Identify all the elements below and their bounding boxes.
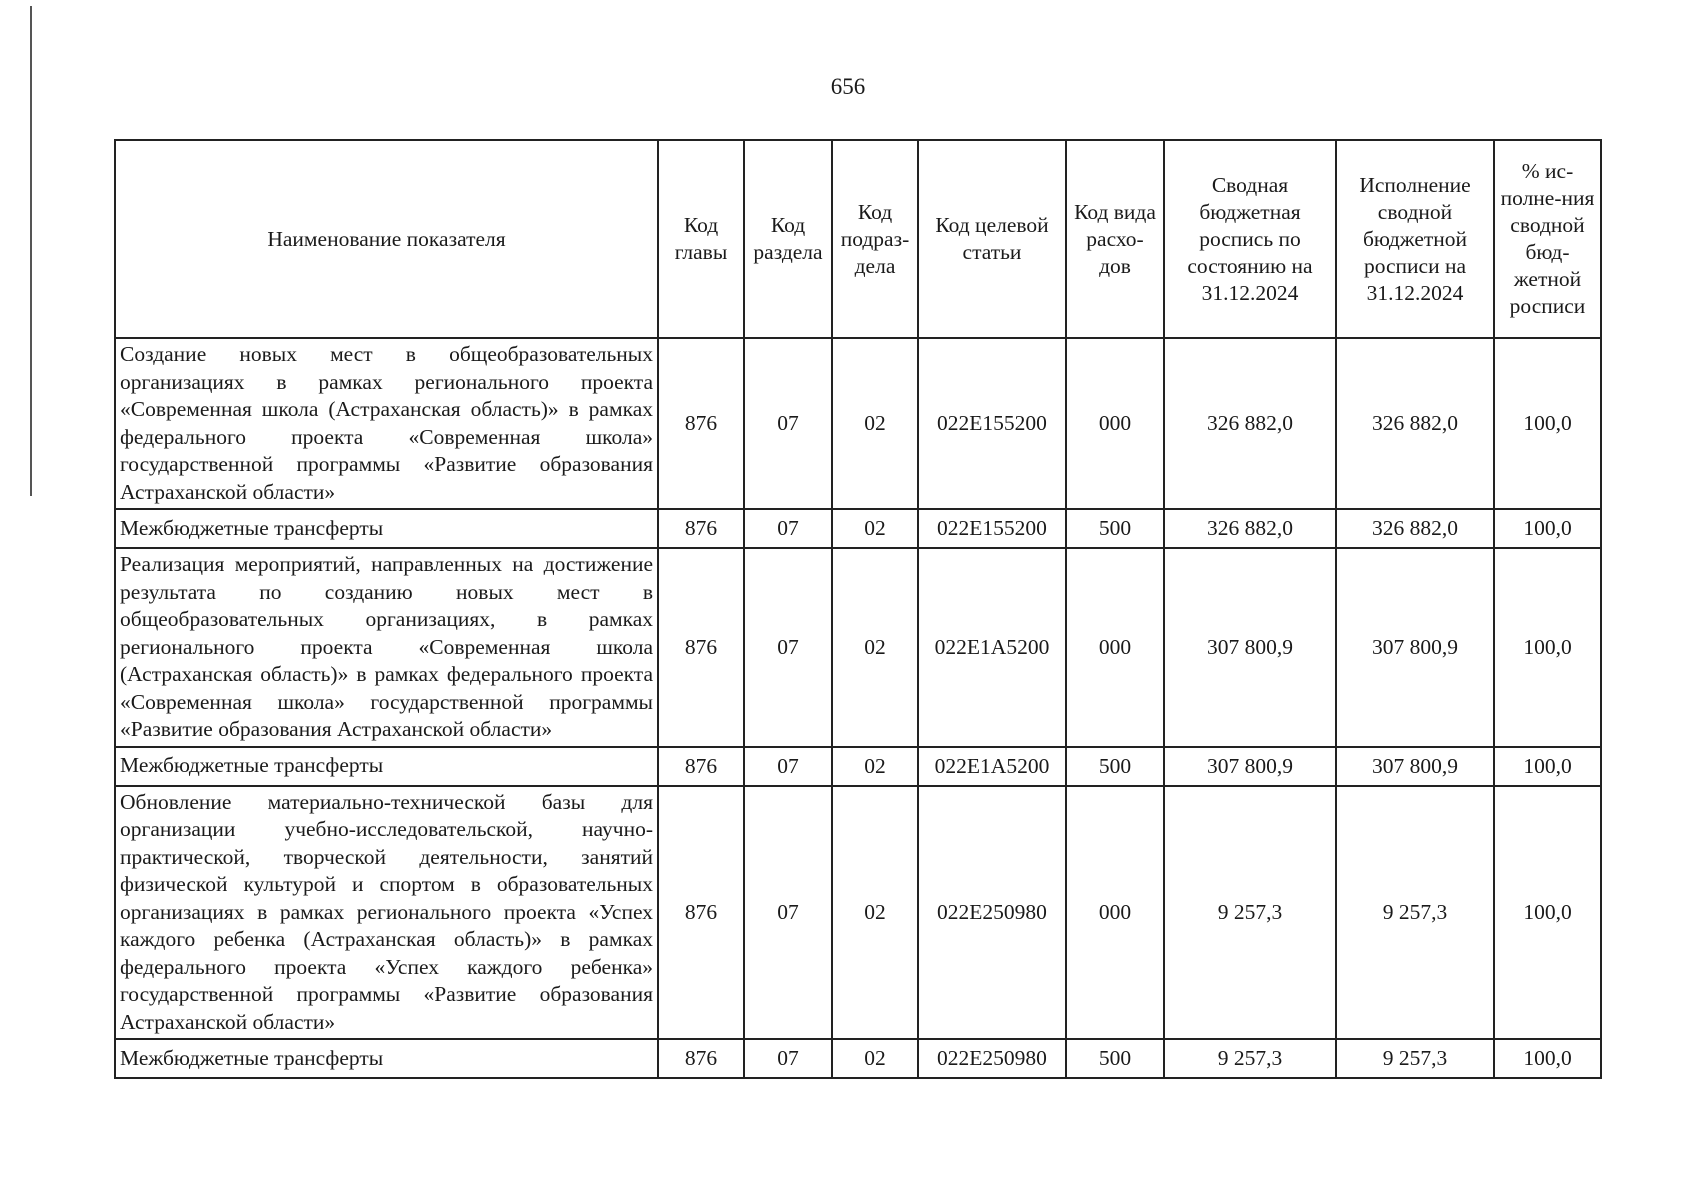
row-percent: 100,0	[1494, 509, 1601, 548]
row-vid: 000	[1066, 548, 1164, 747]
header-glava: Код главы	[658, 140, 744, 338]
row-fact: 307 800,9	[1336, 548, 1494, 747]
row-glava: 876	[658, 338, 744, 509]
row-percent: 100,0	[1494, 1039, 1601, 1078]
row-podrazdel: 02	[832, 338, 918, 509]
row-razdel: 07	[744, 509, 832, 548]
row-statya: 022E250980	[918, 786, 1066, 1040]
table-row	[115, 1039, 1601, 1078]
row-statya: 022E155200	[918, 338, 1066, 509]
row-glava: 876	[658, 509, 744, 548]
table-row	[115, 338, 1601, 509]
row-name: Межбюджетные трансферты	[115, 1039, 658, 1078]
row-podrazdel: 02	[832, 786, 918, 1040]
row-name: Межбюджетные трансферты	[115, 509, 658, 548]
budget-table	[114, 139, 1602, 1079]
row-razdel: 07	[744, 338, 832, 509]
row-plan: 326 882,0	[1164, 338, 1336, 509]
page-number: 656	[830, 74, 866, 99]
row-razdel: 07	[744, 786, 832, 1040]
row-name: Межбюджетные трансферты	[115, 747, 658, 786]
table-header-row	[115, 140, 1601, 338]
row-statya: 022E155200	[918, 509, 1066, 548]
table-row	[115, 548, 1601, 747]
row-fact: 326 882,0	[1336, 338, 1494, 509]
row-statya: 022E250980	[918, 1039, 1066, 1078]
row-vid: 500	[1066, 1039, 1164, 1078]
row-razdel: 07	[744, 1039, 832, 1078]
row-glava: 876	[658, 1039, 744, 1078]
row-percent: 100,0	[1494, 548, 1601, 747]
row-podrazdel: 02	[832, 548, 918, 747]
header-percent: % ис-полне-ния сводной бюд-жетной росписи	[1494, 140, 1601, 338]
header-podrazdel: Код подраз-дела	[832, 140, 918, 338]
row-vid: 500	[1066, 509, 1164, 548]
row-glava: 876	[658, 548, 744, 747]
row-plan: 326 882,0	[1164, 509, 1336, 548]
row-glava: 876	[658, 747, 744, 786]
row-percent: 100,0	[1494, 747, 1601, 786]
row-razdel: 07	[744, 548, 832, 747]
header-razdel: Код раздела	[744, 140, 832, 338]
row-statya: 022E1A5200	[918, 548, 1066, 747]
row-glava: 876	[658, 786, 744, 1040]
row-fact: 9 257,3	[1336, 1039, 1494, 1078]
row-name: Создание новых мест в общеобразовательных организациях в рамках регионального проекта «Современная школа (Астраханская область)» в рамках федерального проекта «Современная школа» государственной программы «Развитие образования Астраханской области»	[115, 338, 658, 509]
row-plan: 307 800,9	[1164, 548, 1336, 747]
row-podrazdel: 02	[832, 509, 918, 548]
row-percent: 100,0	[1494, 786, 1601, 1040]
row-name: Реализация мероприятий, направленных на достижение результата по созданию новых мест в общеобразовательных организациях, в рамках регионального проекта «Современная школа (Астраханская область)» в рамках федерального проекта «Современная школа» государственной программы «Развитие образования Астраханской области»	[115, 548, 658, 747]
header-plan: Сводная бюджетная роспись по состоянию на 31.12.2024	[1164, 140, 1336, 338]
row-podrazdel: 02	[832, 747, 918, 786]
row-percent: 100,0	[1494, 338, 1601, 509]
row-plan: 307 800,9	[1164, 747, 1336, 786]
row-vid: 000	[1066, 786, 1164, 1040]
header-statya: Код целевой статьи	[918, 140, 1066, 338]
table-row	[115, 786, 1601, 1040]
table-row	[115, 747, 1601, 786]
table-row	[115, 509, 1601, 548]
row-fact: 326 882,0	[1336, 509, 1494, 548]
row-podrazdel: 02	[832, 1039, 918, 1078]
row-statya: 022E1A5200	[918, 747, 1066, 786]
row-plan: 9 257,3	[1164, 1039, 1336, 1078]
row-vid: 500	[1066, 747, 1164, 786]
row-name: Обновление материально-технической базы для организации учебно-исследовательской, научно-практической, творческой деятельности, занятий физической культурой и спортом в образовательных организациях в рамках регионального проекта «Успех каждого ребенка (Астраханская область)» в рамках федерального проекта «Успех каждого ребенка» государственной программы «Развитие образования Астраханской области»	[115, 786, 658, 1040]
header-name: Наименование показателя	[115, 140, 658, 338]
row-plan: 9 257,3	[1164, 786, 1336, 1040]
row-vid: 000	[1066, 338, 1164, 509]
row-razdel: 07	[744, 747, 832, 786]
row-fact: 307 800,9	[1336, 747, 1494, 786]
header-vid: Код вида расхо-дов	[1066, 140, 1164, 338]
header-fact: Исполнение сводной бюджетной росписи на 31.12.2024	[1336, 140, 1494, 338]
row-fact: 9 257,3	[1336, 786, 1494, 1040]
